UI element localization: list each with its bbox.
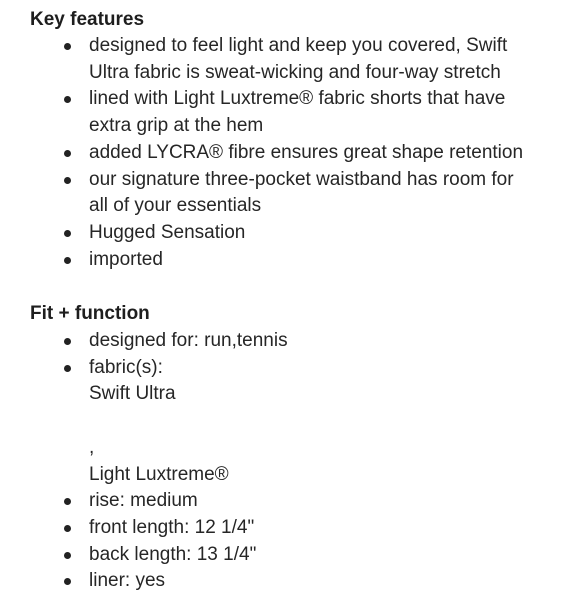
list-item: Hugged Sensation bbox=[0, 220, 544, 247]
list-item: designed to feel light and keep you covered, Swift Ultra fabric is sweat-wicking and four-way stretch bbox=[0, 33, 544, 86]
key-features-list bbox=[0, 33, 544, 273]
bullet-dot-icon bbox=[64, 96, 71, 103]
list-item: designed for: run,tennis bbox=[0, 328, 544, 355]
bullet-dot-icon bbox=[64, 578, 71, 585]
list-item: our signature three-pocket waistband has room for all of your essentials bbox=[0, 167, 544, 220]
list-item: liner: yes bbox=[0, 568, 544, 595]
fit-function-heading: Fit + function bbox=[30, 303, 150, 324]
bullet-dot-icon bbox=[64, 230, 71, 237]
bullet-dot-icon bbox=[64, 498, 71, 505]
bullet-dot-icon bbox=[64, 43, 71, 50]
list-item: rise: medium bbox=[0, 488, 544, 515]
key-features-heading: Key features bbox=[30, 9, 145, 30]
bullet-dot-icon bbox=[64, 365, 71, 372]
bullet-dot-icon bbox=[64, 150, 71, 157]
list-item: fabric(s): Swift Ultra , Light Luxtreme® bbox=[0, 355, 544, 489]
bullet-dot-icon bbox=[64, 257, 71, 264]
list-item: imported bbox=[0, 247, 544, 274]
list-item: lined with Light Luxtreme® fabric shorts that have extra grip at the hem bbox=[0, 86, 544, 139]
fit-function-list bbox=[0, 328, 544, 595]
bullet-dot-icon bbox=[64, 338, 71, 345]
bullet-dot-icon bbox=[64, 552, 71, 559]
bullet-dot-icon bbox=[64, 177, 71, 184]
list-item: front length: 12 1/4" bbox=[0, 515, 544, 542]
list-item: added LYCRA® fibre ensures great shape retention bbox=[0, 140, 544, 167]
list-item: back length: 13 1/4" bbox=[0, 542, 544, 569]
bullet-dot-icon bbox=[64, 525, 71, 532]
